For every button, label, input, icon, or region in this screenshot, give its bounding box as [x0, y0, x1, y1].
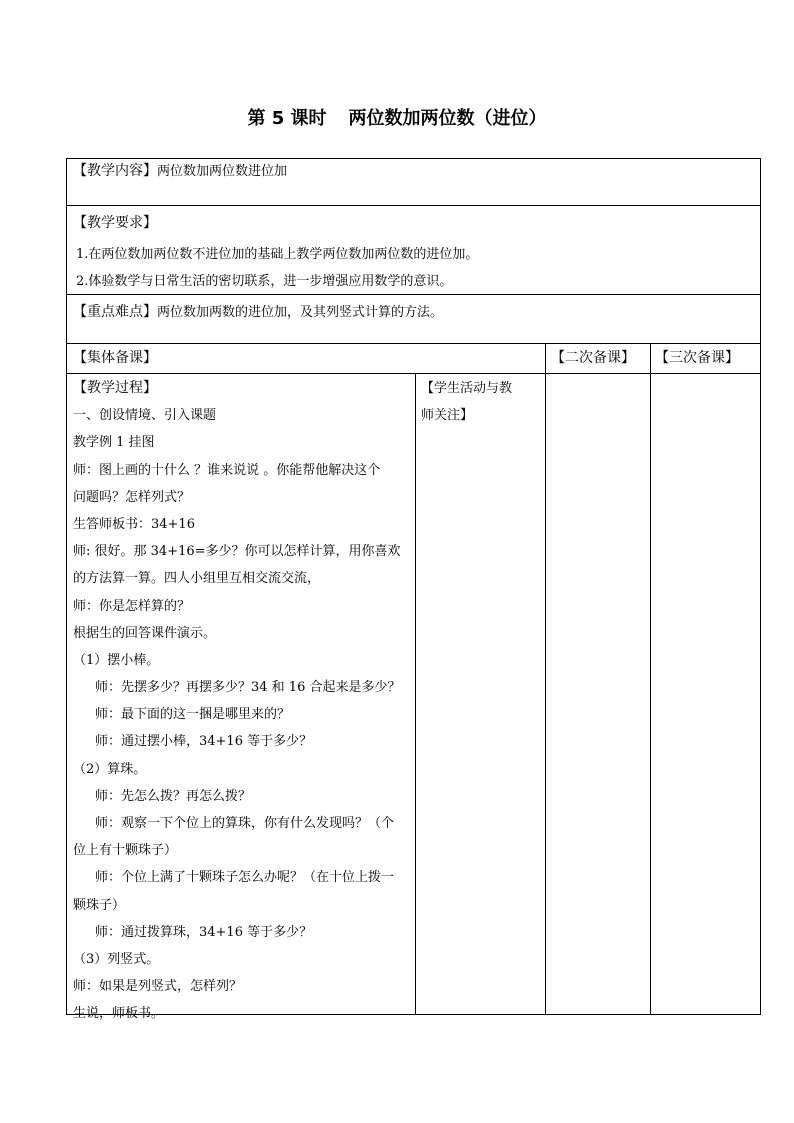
process-line: 一、创设情境、引入课题 [73, 408, 217, 424]
process-line: 的方法算一算。四人小组里互相交流交流， [73, 571, 321, 587]
col-divider [415, 373, 416, 1015]
key-points-text: 两位数加两数的进位加，及其列竖式计算的方法。 [157, 305, 444, 320]
student-activity-line-2: 师关注】 [421, 408, 474, 424]
process-line: 师：通过拨算珠，34+16 等于多少？ [95, 924, 313, 940]
key-points-label: 【重点难点】 [73, 304, 157, 320]
process-line: 【教学过程】 [73, 380, 157, 396]
process-line: 师：图上画的十什么 ？谁来说说 。你能帮他解决这个 [73, 462, 381, 478]
requirements-label: 【教学要求】 [73, 215, 157, 231]
process-line: 师：通过摆小棒，34+16 等于多少？ [95, 734, 313, 750]
process-line: 师: 很好。那 34+16=多少？你可以怎样计算，用你喜欢 [73, 544, 401, 560]
content-text: 两位数加两位数进位加 [157, 164, 288, 179]
teaching-process [73, 375, 413, 1028]
process-line: （3）列竖式。 [73, 951, 160, 967]
content-row [73, 163, 287, 180]
process-line: 问题吗？怎样列式？ [73, 489, 191, 505]
lesson-topic: 两位数加两位数（进位） [348, 108, 547, 129]
process-line: 根据生的回答课件演示。 [73, 625, 217, 641]
process-line: 师：个位上满了十颗珠子怎么办呢？（在十位上拨一 [95, 870, 395, 886]
collective-prep-header: 【集体备课】 [73, 350, 157, 366]
lesson-number: 第 5 课时 [247, 108, 327, 129]
process-line: （2）算珠。 [73, 761, 147, 777]
content-label: 【教学内容】 [73, 163, 157, 179]
process-line: 师：先怎么拨？再怎么拨？ [95, 788, 252, 804]
row-divider [66, 343, 761, 344]
process-line: 师：先摆多少？再摆多少？34 和 16 合起来是多少？ [95, 680, 401, 696]
row-divider [66, 294, 761, 295]
process-line: 位上有十颗珠子） [73, 843, 178, 859]
process-line: 生答师板书：34+16 [73, 516, 195, 532]
process-line: 师：最下面的这一捆是哪里来的？ [95, 707, 291, 723]
page-title [0, 104, 794, 130]
col-divider [545, 343, 546, 1015]
second-prep-header: 【二次备课】 [551, 350, 635, 366]
student-activity-header [421, 375, 541, 429]
requirement-item-1: 1.在两位数加两位数不进位加的基础上教学两位数加两位数的进位加。 [76, 247, 479, 262]
process-line: 教学例 1 挂图 [73, 435, 155, 451]
third-prep-header: 【三次备课】 [655, 350, 739, 366]
process-line: （1）摆小棒。 [73, 652, 160, 668]
row-divider [66, 373, 761, 374]
process-line: 师：如果是列竖式，怎样列？ [73, 979, 243, 995]
col-divider [650, 343, 651, 1015]
process-line: 师：你是怎样算的？ [73, 598, 191, 614]
requirement-item-2: 2.体验数学与日常生活的密切联系，进一步增强应用数学的意识。 [76, 274, 453, 289]
key-points-row [73, 304, 443, 321]
student-activity-line-1: 【学生活动与教 [421, 381, 513, 396]
row-divider [66, 205, 761, 206]
process-line: 生说，师板书。 [73, 1006, 165, 1022]
process-line: 师：观察一下个位上的算珠，你有什么发现吗？（个 [95, 816, 395, 831]
process-line: 颗珠子） [73, 897, 126, 913]
